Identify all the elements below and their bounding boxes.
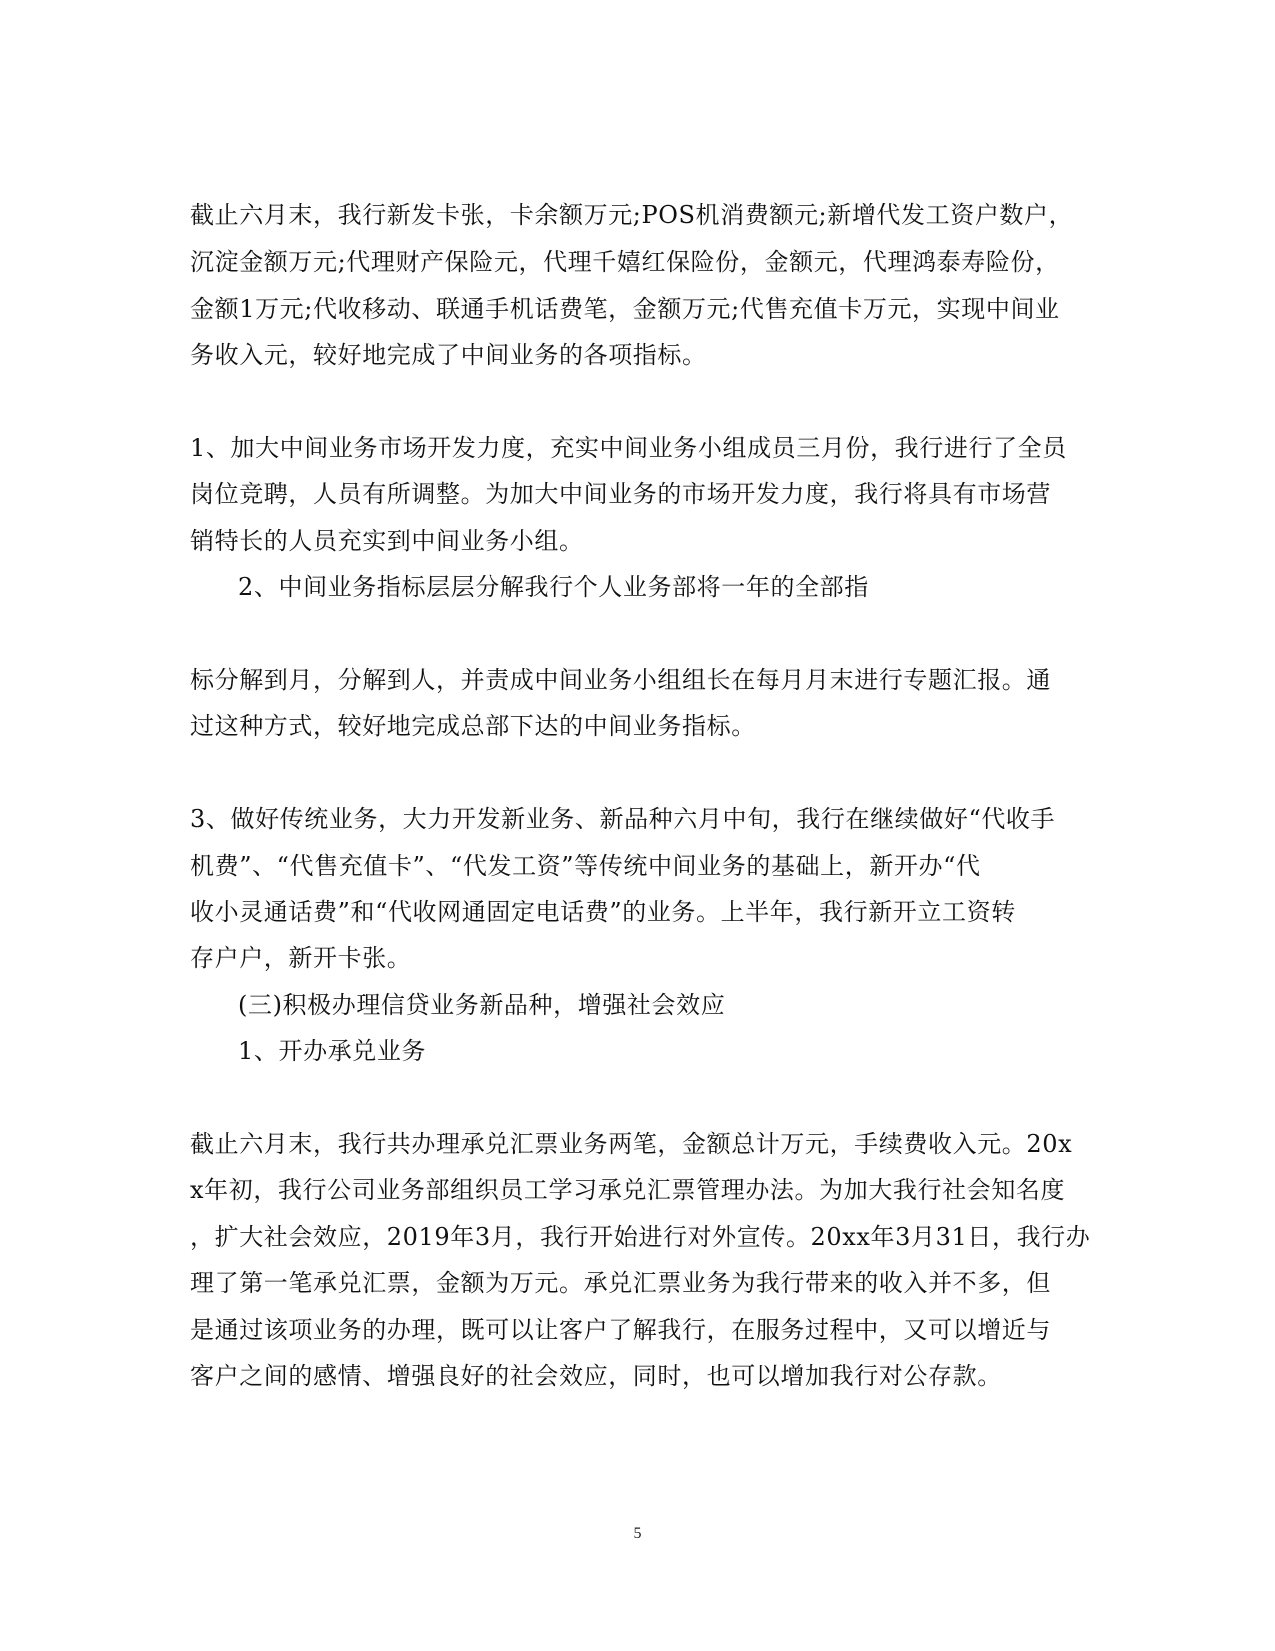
text-line: 过这种方式，较好地完成总部下达的中间业务指标。 [190,712,756,740]
text-line: 金额1万元;代收移动、联通手机话费笔，金额万元;代售充值卡万元，实现中间业 [190,295,1060,323]
text-line: 是通过该项业务的办理，既可以让客户了解我行，在服务过程中，又可以增近与 [190,1316,1051,1344]
text-line: 客户之间的感情、增强良好的社会效应，同时，也可以增加我行对公存款。 [190,1362,1002,1390]
text-line: (三)积极办理信贷业务新品种，增强社会效应 [238,991,726,1019]
text-line: 理了第一笔承兑汇票，金额为万元。承兑汇票业务为我行带来的收入并不多，但 [190,1269,1051,1297]
text-line: 1、加大中间业务市场开发力度，充实中间业务小组成员三月份，我行进行了全员 [190,434,1067,462]
text-line: 标分解到月，分解到人，并责成中间业务小组组长在每月月末进行专题汇报。通 [190,666,1051,694]
text-line: 销特长的人员充实到中间业务小组。 [190,527,584,555]
text-line: ，扩大社会效应，2019年3月，我行开始进行对外宣传。20xx年3月31日，我行办 [190,1223,1091,1251]
text-line: 收小灵通话费”和“代收网通固定电话费”的业务。上半年，我行新开立工资转 [190,898,1016,926]
text-line: 机费”、“代售充值卡”、“代发工资”等传统中间业务的基础上，新开办“代 [190,852,981,880]
text-line: 截止六月末，我行共办理承兑汇票业务两笔，金额总计万元，手续费收入元。20x [190,1130,1073,1158]
text-line: 务收入元，较好地完成了中间业务的各项指标。 [190,341,707,369]
text-line: 3、做好传统业务，大力开发新业务、新品种六月中旬，我行在继续做好“代收手 [190,805,1056,833]
text-line: 1、开办承兑业务 [238,1037,427,1065]
page-number: 5 [633,1525,642,1542]
text-line: 沉淀金额万元;代理财产保险元，代理千嬉红保险份，金额元，代理鸿泰寿险份， [190,248,1060,276]
text-line: 截止六月末，我行新发卡张，卡余额万元;POS机消费额元;新增代发工资户数户， [190,201,1074,229]
text-line: 存户户，新开卡张。 [190,944,412,972]
text-line: 岗位竞聘，人员有所调整。为加大中间业务的市场开发力度，我行将具有市场营 [190,480,1051,508]
text-line: x年初，我行公司业务部组织员工学习承兑汇票管理办法。为加大我行社会知名度 [190,1176,1066,1204]
text-line: 2、中间业务指标层层分解我行个人业务部将一年的全部指 [238,573,869,601]
